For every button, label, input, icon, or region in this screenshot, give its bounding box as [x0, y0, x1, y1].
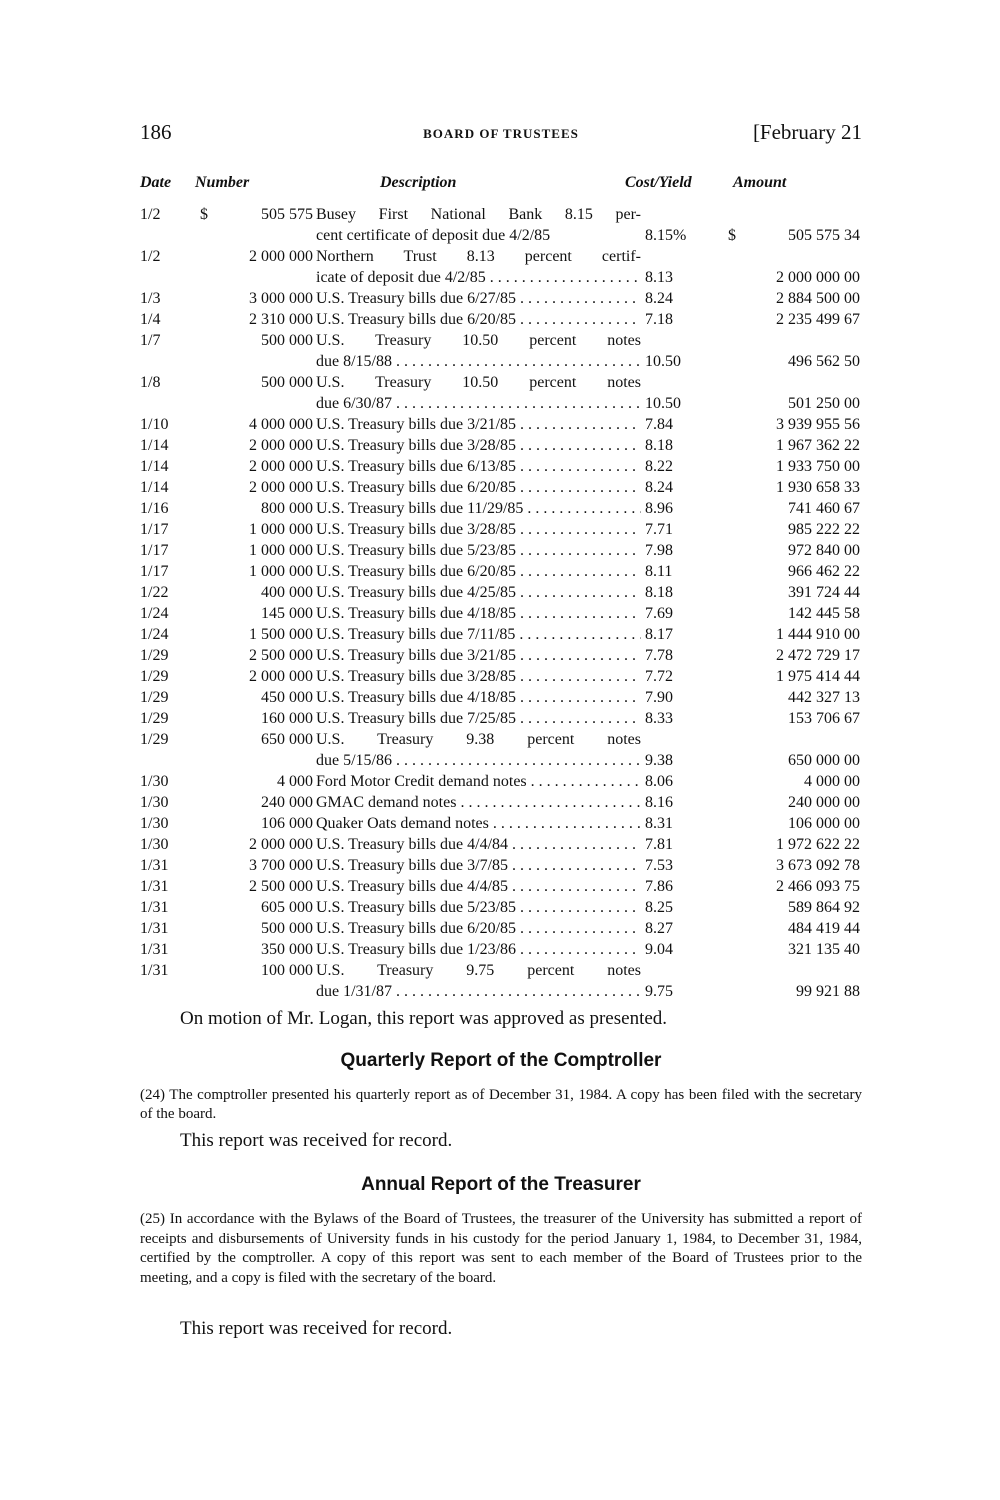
table-row [140, 792, 870, 813]
row-number: 3 700 000 [249, 857, 313, 874]
row-number: 2 500 000 [249, 647, 313, 664]
row-amount: 501 250 00 [788, 395, 860, 412]
row-yield: 7.98 [645, 542, 673, 559]
row-yield: 8.22 [645, 458, 673, 475]
row-description: U.S. Treasury 9.75 percent notes [316, 962, 641, 979]
row-date: 1/29 [140, 668, 169, 685]
paragraph-treasurer: (25) In accordance with the Bylaws of the Board of Trustees, the treasurer of the University has submitted a report of receipts and disbursements of University funds in his custody for the period January 1, 1984, to December 31, 1984, certified by the comptroller. A copy of this report was sent to each member of the Board of Trustees prior to the meeting, and a copy is filed with the secretary of the board. [140, 1211, 862, 1286]
row-number: 2 310 000 [249, 311, 313, 328]
row-date: 1/2 [140, 206, 161, 223]
row-date: 1/14 [140, 479, 169, 496]
table-row [140, 813, 870, 834]
row-number: 2 000 000 [249, 437, 313, 454]
column-header-amount: Amount [733, 174, 787, 191]
row-number: 1 000 000 [249, 563, 313, 580]
table-row [140, 393, 870, 414]
row-description: U.S. Treasury 9.38 percent notes [316, 731, 641, 748]
table-row [140, 834, 870, 855]
row-number: 2 500 000 [249, 878, 313, 895]
row-number: 505 575 [261, 206, 313, 223]
table-row [140, 960, 870, 981]
row-number: 2 000 000 [249, 668, 313, 685]
row-yield: 9.04 [645, 941, 673, 958]
paragraph-comptroller: (24) The comptroller presented his quarterly report as of December 31, 1984. A copy has been filed with the secretary of the board. [140, 1087, 862, 1122]
row-description: U.S. Treasury 10.50 percent notes [316, 374, 641, 391]
row-description: GMAC demand notes . . . [316, 792, 641, 813]
row-amount: 99 921 88 [796, 983, 860, 1000]
received-note-treasurer: This report was received for record. [180, 1318, 453, 1339]
row-yield: 7.86 [645, 878, 673, 895]
row-date: 1/17 [140, 542, 169, 559]
row-description: U.S. Treasury bills due 4/18/85 . . . [316, 687, 641, 708]
row-amount: 484 419 44 [788, 920, 860, 937]
row-yield: 10.50 [645, 353, 681, 370]
row-yield: 8.24 [645, 290, 673, 307]
section-heading-treasurer: Annual Report of the Treasurer [361, 1174, 641, 1195]
running-title: BOARD OF TRUSTEES [423, 126, 579, 141]
row-description: U.S. Treasury bills due 4/18/85 . . . [316, 603, 641, 624]
row-yield: 10.50 [645, 395, 681, 412]
row-date: 1/17 [140, 563, 169, 580]
row-description: U.S. Treasury bills due 6/20/85 . . . [316, 918, 641, 939]
row-number: 1 000 000 [249, 542, 313, 559]
row-amount: 4 000 00 [804, 773, 860, 790]
table-row [140, 204, 870, 225]
row-description: U.S. Treasury bills due 5/23/85 . . . [316, 897, 641, 918]
row-yield: 9.38 [645, 752, 673, 769]
row-description: U.S. Treasury bills due 6/20/85 . . . [316, 309, 641, 330]
row-number: 450 000 [261, 689, 313, 706]
row-description: due 1/31/87 . . . [316, 981, 641, 1002]
row-description: icate of deposit due 4/2/85 . . . [316, 267, 641, 288]
table-row [140, 582, 870, 603]
row-yield: 8.13 [645, 269, 673, 286]
row-description: U.S. Treasury bills due 6/20/85 . . . [316, 477, 641, 498]
row-date: 1/31 [140, 941, 169, 958]
row-amount: 142 445 58 [788, 605, 860, 622]
row-amount: 2 472 729 17 [776, 647, 860, 664]
received-note-comptroller: This report was received for record. [180, 1130, 453, 1151]
row-yield: 7.90 [645, 689, 673, 706]
row-amount: 505 575 34 [788, 227, 860, 244]
row-number: 650 000 [261, 731, 313, 748]
row-description: due 6/30/87 . . . [316, 393, 641, 414]
row-description: Quaker Oats demand notes . . . [316, 813, 641, 834]
table-row [140, 939, 870, 960]
row-description: U.S. Treasury bills due 4/25/85 . . . [316, 582, 641, 603]
table-row [140, 981, 870, 1002]
row-amount: 1 930 658 33 [776, 479, 860, 496]
row-amount: 496 562 50 [788, 353, 860, 370]
row-amount: 966 462 22 [788, 563, 860, 580]
row-number: 500 000 [261, 920, 313, 937]
row-date: 1/10 [140, 416, 169, 433]
table-row [140, 540, 870, 561]
row-description: U.S. Treasury bills due 6/27/85 . . . [316, 288, 641, 309]
row-yield: 8.96 [645, 500, 673, 517]
row-number: 2 000 000 [249, 836, 313, 853]
row-amount: 589 864 92 [788, 899, 860, 916]
row-number: 800 000 [261, 500, 313, 517]
row-description: U.S. Treasury bills due 3/21/85 . . . [316, 645, 641, 666]
row-amount: 391 724 44 [788, 584, 860, 601]
row-date: 1/30 [140, 773, 169, 790]
table-row [140, 351, 870, 372]
row-number: 240 000 [261, 794, 313, 811]
column-header-cost-yield: Cost/Yield [625, 174, 692, 191]
row-yield: 9.75 [645, 983, 673, 1000]
row-description: due 8/15/88 . . . [316, 351, 641, 372]
row-description: U.S. Treasury bills due 4/4/84 . . . [316, 834, 641, 855]
row-number: 3 000 000 [249, 290, 313, 307]
row-date: 1/31 [140, 920, 169, 937]
table-row [140, 855, 870, 876]
row-description: U.S. Treasury bills due 3/28/85 . . . [316, 519, 641, 540]
row-amount: 153 706 67 [788, 710, 860, 727]
table-header [140, 174, 870, 204]
row-yield: 8.06 [645, 773, 673, 790]
row-amount: 2 000 000 00 [776, 269, 860, 286]
row-number: 1 500 000 [249, 626, 313, 643]
table-row [140, 267, 870, 288]
row-yield: 8.33 [645, 710, 673, 727]
row-number: 500 000 [261, 332, 313, 349]
row-description: U.S. Treasury bills due 6/13/85 . . . [316, 456, 641, 477]
table-row [140, 624, 870, 645]
table-row [140, 708, 870, 729]
row-amount: 106 000 00 [788, 815, 860, 832]
table-row [140, 372, 870, 393]
column-header-number: Number [195, 174, 250, 191]
row-amount: 1 975 414 44 [776, 668, 860, 685]
table-row [140, 918, 870, 939]
row-date: 1/24 [140, 626, 169, 643]
table-row [140, 519, 870, 540]
row-yield: 7.69 [645, 605, 673, 622]
table-row [140, 687, 870, 708]
table-row [140, 750, 870, 771]
row-date: 1/8 [140, 374, 161, 391]
row-description: U.S. Treasury bills due 3/28/85 . . . [316, 666, 641, 687]
row-amount: 3 939 955 56 [776, 416, 860, 433]
row-yield: 7.71 [645, 521, 673, 538]
row-yield: 8.18 [645, 437, 673, 454]
row-date: 1/2 [140, 248, 161, 265]
row-description: U.S. Treasury bills due 3/7/85 . . . [316, 855, 641, 876]
row-date: 1/29 [140, 710, 169, 727]
table-row [140, 330, 870, 351]
table-row [140, 645, 870, 666]
row-date: 1/29 [140, 647, 169, 664]
row-date: 1/30 [140, 794, 169, 811]
row-number: 2 000 000 [249, 479, 313, 496]
table-row [140, 876, 870, 897]
row-yield: 7.18 [645, 311, 673, 328]
row-number: 106 000 [261, 815, 313, 832]
row-amount: 1 972 622 22 [776, 836, 860, 853]
row-number: 145 000 [261, 605, 313, 622]
row-date: 1/31 [140, 878, 169, 895]
row-number: 160 000 [261, 710, 313, 727]
row-amount: 2 235 499 67 [776, 311, 860, 328]
row-date: 1/14 [140, 458, 169, 475]
table-row [140, 729, 870, 750]
row-amount: 2 466 093 75 [776, 878, 860, 895]
row-description: cent certificate of deposit due 4/2/85 [316, 227, 551, 244]
row-amount: 985 222 22 [788, 521, 860, 538]
row-yield: 7.84 [645, 416, 673, 433]
table-row [140, 477, 870, 498]
column-header-date: Date [140, 174, 172, 191]
row-number: 4 000 [277, 773, 313, 790]
row-date: 1/22 [140, 584, 169, 601]
row-amount: 1 967 362 22 [776, 437, 860, 454]
table-row [140, 435, 870, 456]
row-yield: 7.81 [645, 836, 673, 853]
row-description: Busey First National Bank 8.15 per- [316, 206, 641, 223]
table-row [140, 771, 870, 792]
dollar-sign: $ [200, 206, 208, 223]
row-date: 1/24 [140, 605, 169, 622]
row-date: 1/4 [140, 311, 161, 328]
row-amount: 741 460 67 [788, 500, 860, 517]
row-date: 1/16 [140, 500, 169, 517]
row-number: 2 000 000 [249, 248, 313, 265]
row-amount: 972 840 00 [788, 542, 860, 559]
row-date: 1/31 [140, 962, 169, 979]
row-yield: 8.27 [645, 920, 673, 937]
row-yield: 8.24 [645, 479, 673, 496]
row-date: 1/30 [140, 815, 169, 832]
row-yield: 7.72 [645, 668, 673, 685]
row-description: U.S. Treasury bills due 4/4/85 . . . [316, 876, 641, 897]
table-body [140, 204, 870, 1002]
row-yield: 7.53 [645, 857, 673, 874]
row-description: U.S. Treasury bills due 7/11/85 . . . [316, 624, 641, 645]
row-description: Ford Motor Credit demand notes . . . [316, 771, 641, 792]
row-yield: 8.11 [645, 563, 673, 580]
row-description: U.S. Treasury bills due 1/23/86 . . . [316, 939, 641, 960]
row-yield: 8.31 [645, 815, 673, 832]
row-description: U.S. Treasury bills due 6/20/85 . . . [316, 561, 641, 582]
row-number: 350 000 [261, 941, 313, 958]
row-date: 1/14 [140, 437, 169, 454]
row-amount: 321 135 40 [788, 941, 860, 958]
row-description: U.S. Treasury bills due 7/25/85 . . . [316, 708, 641, 729]
row-date: 1/29 [140, 731, 169, 748]
table-row [140, 666, 870, 687]
row-amount: 2 884 500 00 [776, 290, 860, 307]
row-description: U.S. Treasury bills due 3/28/85 . . . [316, 435, 641, 456]
row-description: U.S. Treasury bills due 11/29/85 . . . [316, 498, 641, 519]
section-heading-comptroller: Quarterly Report of the Comptroller [340, 1050, 662, 1071]
row-number: 1 000 000 [249, 521, 313, 538]
row-description: due 5/15/86 . . . [316, 750, 641, 771]
table-row [140, 288, 870, 309]
table-row [140, 603, 870, 624]
row-date: 1/31 [140, 857, 169, 874]
row-amount: 442 327 13 [788, 689, 860, 706]
row-date: 1/17 [140, 521, 169, 538]
investment-table [140, 174, 870, 1002]
row-number: 4 000 000 [249, 416, 313, 433]
row-number: 2 000 000 [249, 458, 313, 475]
row-number: 500 000 [261, 374, 313, 391]
row-amount: 1 444 910 00 [776, 626, 860, 643]
row-number: 605 000 [261, 899, 313, 916]
table-row [140, 897, 870, 918]
row-yield: 8.17 [645, 626, 673, 643]
row-date: 1/7 [140, 332, 161, 349]
row-amount: 1 933 750 00 [776, 458, 860, 475]
row-date: 1/31 [140, 899, 169, 916]
row-description: Northern Trust 8.13 percent certif- [316, 248, 641, 265]
table-row [140, 414, 870, 435]
table-row [140, 309, 870, 330]
dollar-sign: $ [728, 227, 736, 244]
row-yield: 8.16 [645, 794, 673, 811]
table-row [140, 561, 870, 582]
row-amount: 650 000 00 [788, 752, 860, 769]
row-yield: 8.15% [645, 227, 687, 244]
table-row [140, 456, 870, 477]
row-description: U.S. Treasury 10.50 percent notes [316, 332, 641, 349]
row-number: 100 000 [261, 962, 313, 979]
row-yield: 7.78 [645, 647, 673, 664]
column-header-description: Description [380, 174, 457, 191]
row-number: 400 000 [261, 584, 313, 601]
row-description: U.S. Treasury bills due 5/23/85 . . . [316, 540, 641, 561]
motion-text: On motion of Mr. Logan, this report was approved as presented. [180, 1008, 668, 1029]
running-head [140, 120, 862, 150]
row-yield: 8.25 [645, 899, 673, 916]
row-amount: 3 673 092 78 [776, 857, 860, 874]
row-description: U.S. Treasury bills due 3/21/85 . . . [316, 414, 641, 435]
row-date: 1/3 [140, 290, 161, 307]
running-date: [February 21 [752, 120, 862, 144]
table-row [140, 225, 870, 246]
table-row [140, 246, 870, 267]
row-yield: 8.18 [645, 584, 673, 601]
page-number: 186 [140, 120, 172, 144]
row-amount: 240 000 00 [788, 794, 860, 811]
row-date: 1/29 [140, 689, 169, 706]
table-row [140, 498, 870, 519]
row-date: 1/30 [140, 836, 169, 853]
